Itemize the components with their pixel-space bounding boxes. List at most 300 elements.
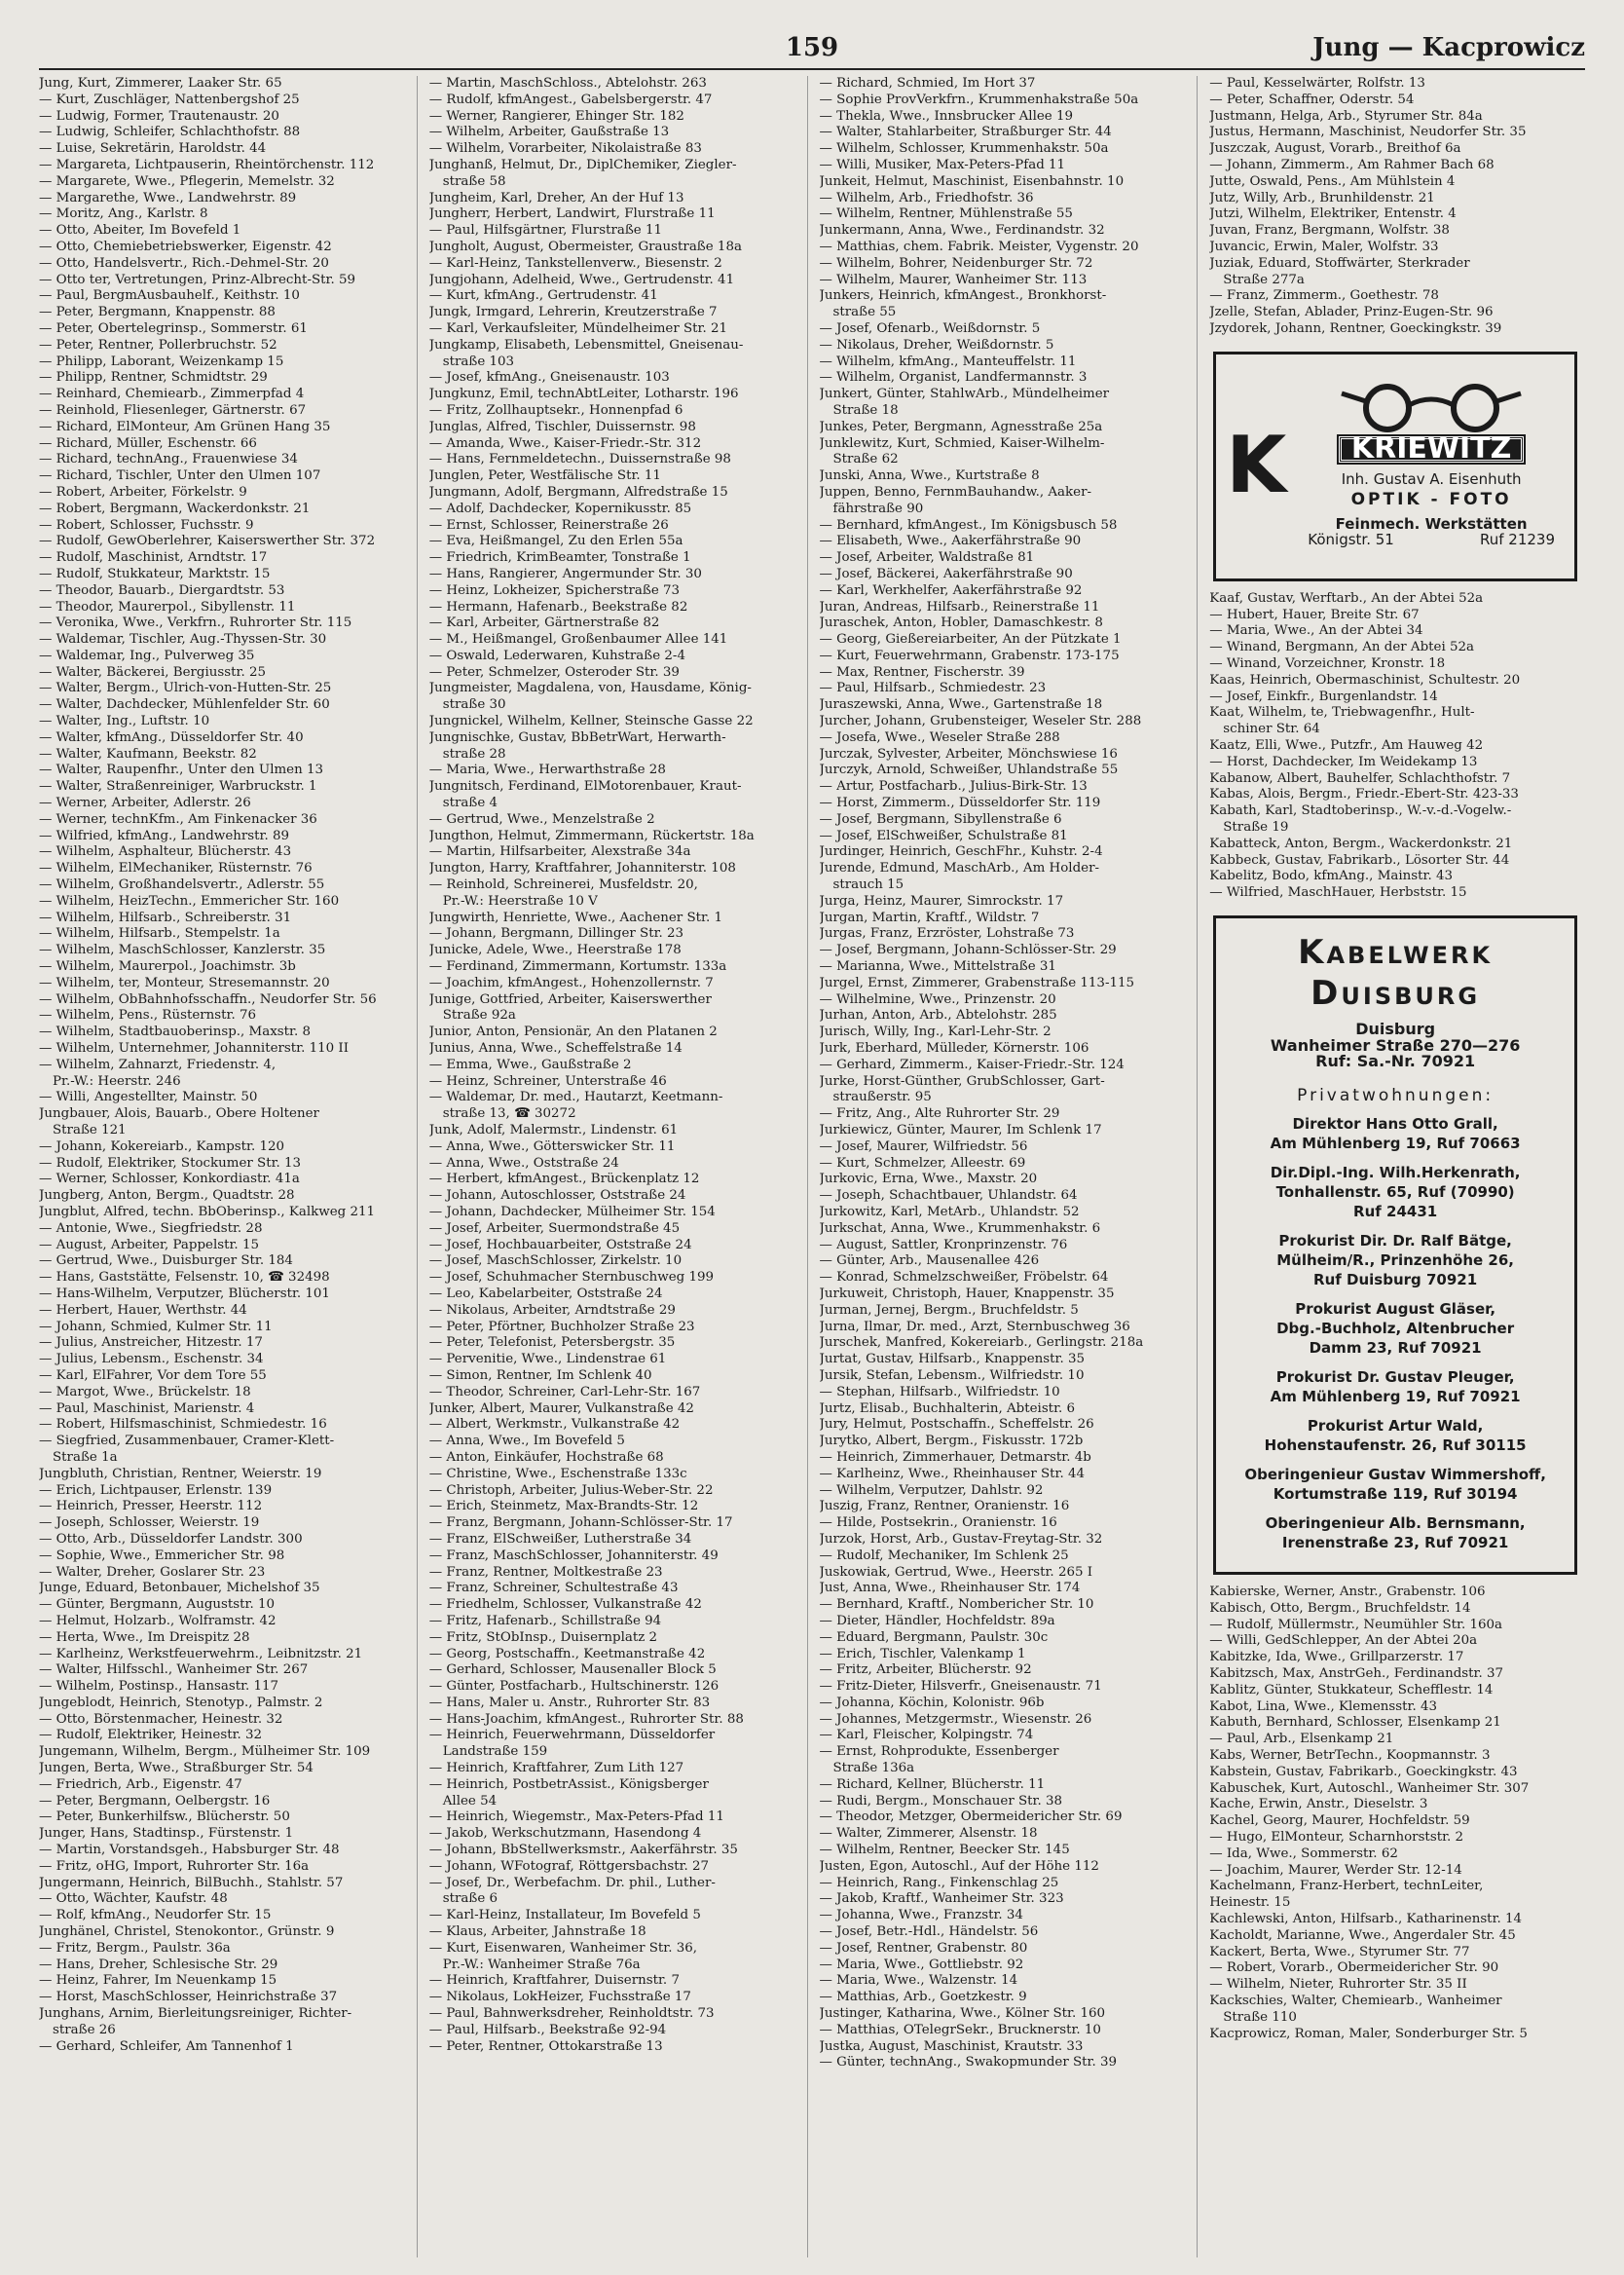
directory-entry: — Hubert, Hauer, Breite Str. 67	[1209, 607, 1420, 622]
directory-entry: Straße 1a	[53, 1449, 118, 1465]
directory-entry: Junkes, Peter, Bergmann, Agnesstraße 25a	[819, 419, 1103, 434]
directory-entry: — Hilde, Postsekrin., Oranienstr. 16	[819, 1515, 1057, 1531]
directory-entry: Jungnischke, Gustav, BbBetrWart, Herwarth-	[428, 729, 726, 745]
directory-entry: — Nikolaus, Dreher, Weißdornstr. 5	[819, 337, 1054, 353]
directory-entry: Kachelmann, Franz-Herbert, technLeiter,	[1209, 1879, 1484, 1894]
directory-entry: Straße 18	[832, 402, 899, 418]
directory-entry: — Günter, Arb., Mausenallee 426	[819, 1253, 1040, 1269]
directory-entry: — Günter, technAng., Swakopmunder Str. 39	[819, 2055, 1118, 2070]
directory-entry: Jungkunz, Emil, technAbtLeiter, Lotharstr. 196	[428, 387, 739, 402]
directory-entry: — Rudolf, kfmAngest., Gabelsbergerstr. 47	[428, 92, 713, 107]
directory-entry: — Waldemar, Tischler, Aug.-Thyssen-Str. 30	[39, 632, 327, 648]
directory-entry: Pr.-W.: Heerstr. 246	[53, 1073, 181, 1089]
directory-entry: — Horst, Zimmerm., Düsseldorfer Str. 119	[819, 796, 1101, 811]
kabelwerk-heading: Privatwohnungen:	[1297, 1086, 1495, 1106]
directory-entry: Jurkschat, Anna, Wwe., Krummenhakstr. 6	[819, 1220, 1101, 1236]
directory-entry: — Wilhelm, ObBahnhofsschaffn., Neudorfer Str. 56	[39, 991, 377, 1007]
directory-entry: Landstraße 159	[442, 1744, 548, 1760]
kabelwerk-person-line: Damm 23, Ruf 70921	[1309, 1339, 1482, 1358]
kabelwerk-person-line: Prokurist Artur Wald,	[1307, 1417, 1484, 1436]
directory-entry: — Nikolaus, Arbeiter, Arndtstraße 29	[428, 1302, 676, 1318]
kabelwerk-person-line: Am Mühlenberg 19, Ruf 70663	[1270, 1135, 1521, 1153]
directory-entry: Jurhan, Anton, Arb., Abtelohstr. 285	[819, 1008, 1057, 1024]
directory-entry: — Robert, Bergmann, Wackerdonkstr. 21	[39, 501, 311, 516]
kabelwerk-person	[1226, 1465, 1565, 1504]
directory-entry: — Eva, Heißmangel, Zu den Erlen 55a	[428, 534, 683, 549]
directory-entry: — Wilhelm, Maurerpol., Joachimstr. 3b	[39, 959, 296, 975]
directory-entry: — Wilhelm, Vorarbeiter, Nikolaistraße 83	[428, 141, 702, 157]
directory-entry: — Heinz, Fahrer, Im Neuenkamp 15	[39, 1973, 277, 1989]
directory-entry: Juziak, Eduard, Stoffwärter, Sterkrader	[1209, 255, 1470, 271]
directory-entry: — Otto, Arb., Düsseldorfer Landstr. 300	[39, 1531, 303, 1547]
eyeglasses-icon	[1334, 384, 1529, 432]
directory-entry: Jurcher, Johann, Grubensteiger, Weseler Str. 288	[819, 714, 1142, 729]
kriewitz-advertisement	[1213, 352, 1577, 581]
directory-entry: Junklewitz, Kurt, Schmied, Kaiser-Wilhelm-	[819, 435, 1105, 451]
directory-entry: — Paul, Arb., Elsenkamp 21	[1209, 1732, 1394, 1747]
directory-entry: — Rudolf, Elektriker, Stockumer Str. 13	[39, 1155, 302, 1171]
directory-entry: Straße 110	[1223, 2009, 1297, 2025]
directory-entry: Heinestr. 15	[1209, 1895, 1291, 1911]
directory-entry: — Karlheinz, Wwe., Rheinhauser Str. 44	[819, 1466, 1086, 1481]
directory-entry: — Karl, Werkhelfer, Aakerfährstraße 92	[819, 582, 1083, 598]
directory-entry: — Hermann, Hafenarb., Beekstraße 82	[428, 599, 688, 615]
directory-entry: Junker, Albert, Maurer, Vulkanstraße 42	[428, 1400, 694, 1416]
directory-entry: Jungbluth, Christian, Rentner, Weierstr. 19	[39, 1466, 322, 1481]
directory-entry: — Maria, Wwe., An der Abtei 34	[1209, 623, 1423, 639]
directory-entry: — Walter, Dreher, Goslarer Str. 23	[39, 1564, 266, 1580]
directory-entry: — Günter, Bergmann, Auguststr. 10	[39, 1597, 275, 1613]
directory-entry: schiner Str. 64	[1223, 722, 1320, 737]
directory-entry: — Kurt, Zuschläger, Nattenbergshof 25	[39, 92, 300, 107]
directory-entry: — Wilhelm, Bohrer, Neidenburger Str. 72	[819, 255, 1093, 271]
directory-entry: — Otto ter, Vertretungen, Prinz-Albrecht-Str. 59	[39, 272, 356, 287]
directory-entry: — Marianna, Wwe., Mittelstraße 31	[819, 959, 1056, 975]
directory-entry: Kabath, Karl, Stadtoberinsp., W.-v.-d.-Vogelw.-	[1209, 803, 1512, 819]
directory-entry: — Paul, Kesselwärter, Rolfstr. 13	[1209, 76, 1425, 91]
directory-entry: — Johann, BbStellwerksmstr., Aakerfährstr. 35	[428, 1843, 738, 1858]
directory-entry: — Paul, Hilfsarb., Schmiedestr. 23	[819, 681, 1047, 696]
directory-entry: — Peter, Pförtner, Buchholzer Straße 23	[428, 1319, 695, 1334]
directory-entry: — Karl, ElFahrer, Vor dem Tore 55	[39, 1367, 267, 1383]
directory-entry: — Josef, Ofenarb., Weißdornstr. 5	[819, 320, 1041, 336]
directory-entry: — Peter, Rentner, Ottokarstraße 13	[428, 2038, 663, 2054]
directory-entry: — Julius, Anstreicher, Hitzestr. 17	[39, 1335, 263, 1351]
directory-entry: — Hans, Gaststätte, Felsenstr. 10, ☎ 32498	[39, 1270, 330, 1286]
directory-entry: Pr.-W.: Wanheimer Straße 76a	[442, 1957, 641, 1972]
directory-column-2	[429, 76, 808, 2257]
directory-entry: — Martin, Vorstandsgeh., Habsburger Str. 48	[39, 1843, 340, 1858]
directory-entry: — Anna, Wwe., Götterswicker Str. 11	[428, 1138, 676, 1154]
directory-entry: — Martin, MaschSchloss., Abtelohstr. 263	[428, 76, 707, 91]
directory-entry: — Joachim, Maurer, Werder Str. 12-14	[1209, 1862, 1462, 1878]
directory-entry: Straße 19	[1223, 819, 1289, 835]
directory-entry: — Wilhelm, Postinsp., Hansastr. 117	[39, 1679, 279, 1695]
directory-entry: Kabuschek, Kurt, Autoschl., Wanheimer Str. 307	[1209, 1780, 1530, 1796]
directory-entry: — Josef, Schuhmacher Sternbuschweg 199	[428, 1270, 715, 1286]
kabelwerk-person-line: Direktor Hans Otto Grall,	[1292, 1115, 1498, 1134]
directory-entry: straße 13, ☎ 30272	[442, 1106, 576, 1122]
directory-entry: — Josef, Einkfr., Burgenlandstr. 14	[1209, 689, 1438, 704]
directory-entry: — Werner, Arbeiter, Adlerstr. 26	[39, 796, 251, 811]
directory-entry: — Theodor, Maurerpol., Sibyllenstr. 11	[39, 599, 296, 615]
kabelwerk-person-line: Ruf 24431	[1353, 1203, 1438, 1221]
directory-entry: Juszczak, August, Vorarb., Breithof 6a	[1209, 141, 1461, 157]
directory-entry: — Erich, Steinmetz, Max-Brandts-Str. 12	[428, 1499, 699, 1514]
kabelwerk-person-line: Mülheim/R., Prinzenhöhe 26,	[1276, 1251, 1514, 1270]
directory-entry: — Bernhard, Kraftf., Nombericher Str. 10	[819, 1597, 1094, 1613]
directory-entry: — Moritz, Ang., Karlstr. 8	[39, 206, 208, 222]
directory-entry: Jursik, Stefan, Lebensm., Wilfriedstr. 10	[819, 1367, 1085, 1383]
directory-entry: — Ferdinand, Zimmermann, Kortumstr. 133a	[428, 959, 727, 975]
directory-entry: — Rudolf, Müllermstr., Neumühler Str. 160a	[1209, 1617, 1503, 1632]
directory-column-3	[820, 76, 1199, 2257]
directory-entry: — Hans-Joachim, kfmAngest., Ruhrorter Str. 88	[428, 1711, 744, 1727]
directory-entry: Junski, Anna, Wwe., Kurtstraße 8	[819, 468, 1040, 484]
directory-entry: — Artur, Postfacharb., Julius-Birk-Str. 13	[819, 779, 1088, 795]
directory-entry: — Franz, Bergmann, Johann-Schlösser-Str. 17	[428, 1515, 733, 1531]
directory-entry: — Fritz, Hafenarb., Schillstraße 94	[428, 1613, 662, 1628]
directory-entry: — Walter, Dachdecker, Mühlenfelder Str. 60	[39, 697, 330, 713]
directory-entry: Kabas, Alois, Bergm., Friedr.-Ebert-Str. 423-33	[1209, 787, 1519, 802]
directory-entry: Kabuth, Bernhard, Schlosser, Elsenkamp 21	[1209, 1715, 1501, 1731]
directory-entry: — Walter, Stahlarbeiter, Straßburger Str. 44	[819, 125, 1112, 140]
directory-entry: — Peter, Bergmann, Oelbergstr. 16	[39, 1793, 271, 1809]
directory-entry: — Hugo, ElMonteur, Scharnhorststr. 2	[1209, 1830, 1464, 1846]
directory-entry: — Josef, Maurer, Wilfriedstr. 56	[819, 1138, 1028, 1154]
directory-entry: — Johann, WFotograf, Röttgersbachstr. 27	[428, 1858, 710, 1874]
directory-entry: — Sophie, Wwe., Emmericher Str. 98	[39, 1548, 285, 1563]
directory-entry: — Walter, Raupenfhr., Unter den Ulmen 13	[39, 763, 324, 778]
directory-entry: — Gertrud, Wwe., Duisburger Str. 184	[39, 1253, 293, 1269]
kabelwerk-person-line: Dir.Dipl.-Ing. Wilh.Herkenrath,	[1270, 1164, 1521, 1182]
directory-entry: — Matthias, Arb., Goetzkestr. 9	[819, 1990, 1027, 2005]
directory-entry: — Werner, technKfm., Am Finkenacker 36	[39, 811, 317, 827]
kabelwerk-person-line: Prokurist Dir. Dr. Ralf Bätge,	[1278, 1232, 1512, 1250]
directory-entry: Jungeblodt, Heinrich, Stenotyp., Palmstr. 2	[39, 1695, 323, 1710]
directory-entry: — Rudolf, Maschinist, Arndtstr. 17	[39, 550, 268, 566]
directory-entry: — Margarete, Wwe., Pflegerin, Memelstr. 32	[39, 173, 335, 189]
directory-entry: Jungholt, August, Obermeister, Graustraße 18a	[428, 239, 742, 254]
directory-entry: — Rolf, kfmAng., Neudorfer Str. 15	[39, 1908, 272, 1923]
directory-entry: — Bernhard, kfmAngest., Im Königsbusch 58	[819, 517, 1118, 533]
directory-entry: — Wilhelm, Großhandelsvertr., Adlerstr. 55	[39, 877, 325, 893]
directory-entry: — Wilhelm, ElMechaniker, Rüsternstr. 76	[39, 861, 313, 876]
directory-entry: — August, Arbeiter, Pappelstr. 15	[39, 1237, 259, 1252]
directory-entry: — Reinhold, Schreinerei, Musfeldstr. 20,	[428, 877, 698, 893]
directory-entry: — Fritz, Zollhauptsekr., Honnenpfad 6	[428, 402, 683, 418]
directory-entry: — Theodor, Bauarb., Diergardtstr. 53	[39, 582, 285, 598]
directory-entry: Junicke, Adele, Wwe., Heerstraße 178	[428, 943, 682, 958]
directory-entry: Kabierske, Werner, Anstr., Grabenstr. 106	[1209, 1585, 1486, 1600]
directory-entry: — Nikolaus, LokHeizer, Fuchsstraße 17	[428, 1990, 691, 2005]
directory-entry: — Walter, Zimmerer, Alsenstr. 18	[819, 1826, 1038, 1842]
directory-entry: Jurgas, Franz, Erzröster, Lohstraße 73	[819, 926, 1075, 942]
directory-entry: — Robert, Arbeiter, Förkelstr. 9	[39, 484, 247, 500]
directory-entry: Junghanß, Helmut, Dr., DiplChemiker, Ziegler-	[428, 157, 737, 172]
directory-entry: — Josef, ElSchweißer, Schulstraße 81	[819, 828, 1068, 843]
directory-entry: Juppen, Benno, FernmBauhandw., Aaker-	[819, 484, 1092, 500]
directory-entry: — Josef, Bergmann, Sibyllenstraße 6	[819, 811, 1062, 827]
directory-entry: — Hans, Maler u. Anstr., Ruhrorter Str. 83	[428, 1695, 711, 1710]
directory-entry: — Wilhelmine, Wwe., Prinzenstr. 20	[819, 991, 1056, 1007]
directory-entry: — Wilhelm, Maurer, Wanheimer Str. 113	[819, 272, 1088, 287]
directory-entry: — Karl, Arbeiter, Gärtnerstraße 82	[428, 615, 660, 631]
directory-entry: — Josef, Arbeiter, Suermondstraße 45	[428, 1220, 681, 1236]
directory-entry: Jurk, Eberhard, Mülleder, Körnerstr. 106	[819, 1041, 1089, 1057]
directory-entry: — Johanna, Köchin, Kolonistr. 96b	[819, 1695, 1045, 1710]
directory-entry: Jurna, Ilmar, Dr. med., Arzt, Sternbuschweg 36	[819, 1319, 1130, 1334]
directory-entry: — Josef, MaschSchlosser, Zirkelstr. 10	[428, 1253, 683, 1269]
directory-entry: straußerstr. 95	[832, 1090, 932, 1105]
directory-entry: Jutz, Willy, Arb., Brunhildenstr. 21	[1209, 190, 1435, 205]
directory-entry: Jurkiewicz, Günter, Maurer, Im Schlenk 17	[819, 1123, 1102, 1138]
directory-entry: — Siegfried, Zusammenbauer, Cramer-Klett-	[39, 1434, 335, 1449]
directory-entry: Junkermann, Anna, Wwe., Ferdinandstr. 32	[819, 223, 1105, 239]
directory-entry: Jurkuweit, Christoph, Hauer, Knappenstr. 35	[819, 1286, 1115, 1301]
directory-entry: Kache, Erwin, Anstr., Dieselstr. 3	[1209, 1797, 1428, 1812]
directory-entry: — Amanda, Wwe., Kaiser-Friedr.-Str. 312	[428, 435, 702, 451]
directory-entry: straße 55	[832, 305, 897, 320]
directory-entry: Jurtz, Elisab., Buchhalterin, Abteistr. 6	[819, 1400, 1076, 1416]
entries-block-top	[1209, 76, 1581, 338]
directory-entry: — Wilhelm, Organist, Landfermannstr. 3	[819, 370, 1088, 386]
directory-entry: Junge, Eduard, Betonbauer, Michelshof 35	[39, 1581, 320, 1596]
directory-entry: — Walter, Kaufmann, Beekstr. 82	[39, 746, 257, 762]
directory-entry: Junglas, Alfred, Tischler, Duissernstr. 98	[428, 419, 696, 434]
directory-entry: — Klaus, Arbeiter, Jahnstraße 18	[428, 1924, 646, 1940]
directory-entry: — Willi, GedSchlepper, An der Abtei 20a	[1209, 1633, 1478, 1649]
directory-entry: Kachel, Georg, Maurer, Hochfeldstr. 59	[1209, 1813, 1470, 1829]
directory-entry: straße 26	[53, 2022, 116, 2037]
directory-entry: — Karl-Heinz, Tankstellenverw., Biesenstr. 2	[428, 255, 722, 271]
directory-entry: — Jakob, Kraftf., Wanheimer Str. 323	[819, 1891, 1064, 1907]
kabelwerk-person-line: Prokurist Dr. Gustav Pleuger,	[1275, 1368, 1515, 1387]
directory-entry: — Maria, Wwe., Walzenstr. 14	[819, 1973, 1018, 1989]
directory-entry: Junghänel, Christel, Stenokontor., Grünstr. 9	[39, 1924, 335, 1940]
directory-entry: Straße 92a	[442, 1008, 516, 1024]
directory-entry: — Josef, Dr., Werbefachm. Dr. phil., Luther-	[428, 1875, 716, 1890]
directory-entry: — Willi, Musiker, Max-Peters-Pfad 11	[819, 157, 1066, 172]
kriewitz-brand: KRIEWITZ	[1339, 436, 1524, 463]
kabelwerk-person	[1226, 1367, 1565, 1406]
directory-entry: straße 6	[442, 1891, 498, 1907]
directory-entry: — Theodor, Metzger, Obermeidericher Str. 69	[819, 1809, 1123, 1825]
directory-entry: — Veronika, Wwe., Verkfrn., Ruhrorter Str. 115	[39, 615, 352, 631]
directory-entry: — Gerhard, Zimmerm., Kaiser-Friedr.-Str. 124	[819, 1057, 1125, 1072]
directory-entry: — Heinrich, Kraftfahrer, Duisernstr. 7	[428, 1973, 680, 1989]
directory-entry: — Robert, Schlosser, Fuchsstr. 9	[39, 517, 254, 533]
kabelwerk-person	[1226, 1416, 1565, 1455]
directory-entry: Jungmann, Adolf, Bergmann, Alfredstraße 15	[428, 484, 728, 500]
directory-entry: Jurgel, Ernst, Zimmerer, Grabenstraße 113-115	[819, 975, 1135, 990]
directory-entry: — Peter, Rentner, Pollerbruchstr. 52	[39, 337, 277, 353]
directory-entry: — Werner, Rangierer, Ehinger Str. 182	[428, 108, 684, 124]
directory-entry: Justinger, Katharina, Wwe., Kölner Str. 160	[819, 2006, 1106, 2022]
directory-entry: Juszig, Franz, Rentner, Oranienstr. 16	[819, 1499, 1070, 1514]
directory-entry: Allee 54	[442, 1793, 498, 1809]
directory-entry: — Josef, Rentner, Grabenstr. 80	[819, 1940, 1028, 1956]
directory-entry: — Kurt, kfmAng., Gertrudenstr. 41	[428, 288, 658, 304]
directory-entry: — Fritz, Ang., Alte Ruhrorter Str. 29	[819, 1106, 1060, 1122]
directory-entry: Junkeit, Helmut, Maschinist, Eisenbahnstr. 10	[819, 173, 1125, 189]
ad-address: Königstr. 51	[1308, 531, 1394, 549]
directory-entry: — Gertrud, Wwe., Menzelstraße 2	[428, 811, 655, 827]
directory-entry: — Walter, Straßenreiniger, Warbruckstr. 1	[39, 779, 317, 795]
directory-entry: — Martin, Hilfsarbeiter, Alexstraße 34a	[428, 844, 691, 860]
directory-entry: — Konrad, Schmelzschweißer, Fröbelstr. 64	[819, 1270, 1109, 1286]
directory-column-4	[1209, 76, 1587, 2257]
directory-entry: — Willi, Angestellter, Mainstr. 50	[39, 1090, 258, 1105]
directory-entry: — Wilfried, kfmAng., Landwehrstr. 89	[39, 828, 290, 843]
directory-entry: — Margarethe, Wwe., Landwehrstr. 89	[39, 190, 297, 205]
directory-entry: — Waldemar, Ing., Pulverweg 35	[39, 648, 255, 663]
directory-entry: Jung, Kurt, Zimmerer, Laaker Str. 65	[39, 76, 282, 91]
directory-entry: — Wilhelm, Hilfsarb., Stempelstr. 1a	[39, 926, 280, 942]
kabelwerk-person-line: Am Mühlenberg 19, Ruf 70921	[1270, 1388, 1521, 1406]
directory-entry: Jungnitsch, Ferdinand, ElMotorenbauer, Kraut-	[428, 779, 742, 795]
directory-entry: — Fritz, StObInsp., Duisernplatz 2	[428, 1629, 658, 1645]
directory-entry: — Stephan, Hilfsarb., Wilfriedstr. 10	[819, 1384, 1060, 1399]
directory-entry: Pr.-W.: Heerstraße 10 V	[442, 893, 598, 909]
directory-entry: Jungkamp, Elisabeth, Lebensmittel, Gneisenau-	[428, 337, 744, 353]
directory-entry: — Josef, kfmAng., Gneisenaustr. 103	[428, 370, 670, 386]
directory-entry: — Horst, MaschSchlosser, Heinrichstraße 37	[39, 1990, 338, 2005]
header-rule	[39, 68, 1585, 70]
directory-entry: — Peter, Telefonist, Petersbergstr. 35	[428, 1335, 676, 1351]
directory-entry: — Otto, Chemiebetriebswerker, Eigenstr. 42	[39, 239, 332, 254]
directory-entry: — Eduard, Bergmann, Paulstr. 30c	[819, 1629, 1049, 1645]
directory-entry: Straße 62	[832, 452, 899, 467]
ad-owner: Inh. Gustav A. Eisenhuth	[1341, 470, 1522, 489]
directory-entry: — Hans, Rangierer, Angermunder Str. 30	[428, 566, 702, 581]
directory-entry: — Rudolf, Stukkateur, Marktstr. 15	[39, 566, 271, 581]
directory-entry: Jungthon, Helmut, Zimmermann, Rückertstr. 18a	[428, 828, 755, 843]
directory-entry: — Richard, Schmied, Im Hort 37	[819, 76, 1036, 91]
kabelwerk-phone: Ruf: Sa.-Nr. 70921	[1315, 1052, 1476, 1071]
directory-entry: Jurczak, Sylvester, Arbeiter, Mönchswiese 16	[819, 746, 1118, 762]
directory-entry: Kaas, Heinrich, Obermaschinist, Schultestr. 20	[1209, 672, 1521, 688]
directory-entry: — Karl, Verkaufsleiter, Mündelheimer Str. 21	[428, 320, 728, 336]
directory-entry: — Heinrich, Zimmerhauer, Detmarstr. 4b	[819, 1449, 1091, 1465]
directory-entry: Jurzok, Horst, Arb., Gustav-Freytag-Str. 32	[819, 1531, 1103, 1547]
directory-entry: — Ludwig, Former, Trautenaustr. 20	[39, 108, 279, 124]
directory-entry: Jungjohann, Adelheid, Wwe., Gertrudenstr. 41	[428, 272, 735, 287]
directory-entry: — Friedrich, Arb., Eigenstr. 47	[39, 1776, 242, 1792]
directory-entry: — Walter, kfmAng., Düsseldorfer Str. 40	[39, 729, 304, 745]
directory-entry: Justka, August, Maschinist, Krautstr. 33	[819, 2038, 1084, 2054]
directory-entry: — Wilhelm, Stadtbauoberinsp., Maxstr. 8	[39, 1025, 311, 1040]
kabelwerk-person	[1226, 1114, 1565, 1153]
directory-entry: Junkert, Günter, StahlwArb., Mündelheimer	[819, 387, 1110, 402]
directory-entry: — Ernst, Schlosser, Reinerstraße 26	[428, 517, 669, 533]
directory-entry: Kabelitz, Bodo, kfmAng., Mainstr. 43	[1209, 869, 1454, 884]
directory-entry: — Erich, Tischler, Valenkamp 1	[819, 1646, 1026, 1661]
kabelwerk-person-line: Irenenstraße 23, Ruf 70921	[1281, 1534, 1509, 1552]
directory-entry: — Karl-Heinz, Installateur, Im Bovefeld 5	[428, 1908, 701, 1923]
directory-entry: straße 103	[442, 354, 515, 369]
directory-entry: Jurdinger, Heinrich, GeschFhr., Kuhstr. 2-4	[819, 844, 1103, 860]
directory-entry: — Wilhelm, Asphalteur, Blücherstr. 43	[39, 844, 292, 860]
kabelwerk-city: Duisburg	[1355, 1019, 1436, 1038]
directory-entry: Jzydorek, Johann, Rentner, Goeckingkstr. 39	[1209, 320, 1502, 336]
directory-entry: Jungen, Berta, Wwe., Straßburger Str. 54	[39, 1761, 314, 1776]
directory-entry: Jungberg, Anton, Bergm., Quadtstr. 28	[39, 1188, 295, 1204]
directory-entry: Jurke, Horst-Günther, GrubSchlosser, Gart-	[819, 1073, 1105, 1089]
directory-entry: Jungbauer, Alois, Bauarb., Obere Holtener	[39, 1106, 319, 1122]
directory-entry: Kaaf, Gustav, Werftarb., An der Abtei 52a	[1209, 590, 1484, 606]
ad-initial-letter: K	[1226, 420, 1287, 511]
directory-entry: — Sophie ProvVerkfrn., Krummenhakstraße 50a	[819, 92, 1139, 107]
directory-entry: Juskowiak, Gertrud, Wwe., Heerstr. 265 I	[819, 1564, 1093, 1580]
directory-entry: — Margot, Wwe., Brückelstr. 18	[39, 1384, 251, 1399]
directory-entry: — Christine, Wwe., Eschenstraße 133c	[428, 1466, 687, 1481]
directory-entry: — Gerhard, Schlosser, Mausenaller Block 5	[428, 1662, 717, 1678]
directory-entry: Kabs, Werner, BetrTechn., Koopmannstr. 3	[1209, 1748, 1491, 1764]
page-number: 159	[785, 33, 839, 62]
kabelwerk-person-line: Prokurist August Gläser,	[1295, 1300, 1496, 1319]
directory-entry: Jungk, Irmgard, Lehrerin, Kreutzerstraße 7	[428, 305, 718, 320]
directory-entry: Jzelle, Stefan, Ablader, Prinz-Eugen-Str. 96	[1209, 305, 1494, 320]
directory-entry: — Elisabeth, Wwe., Aakerfährstraße 90	[819, 534, 1082, 549]
directory-entry: — Gerhard, Schleifer, Am Tannenhof 1	[39, 2038, 294, 2054]
ad-phone: Ruf 21239	[1479, 531, 1555, 549]
directory-entry: — Wilhelm, Unternehmer, Johanniterstr. 110 II	[39, 1041, 349, 1057]
directory-entry: — Simon, Rentner, Im Schlenk 40	[428, 1367, 652, 1383]
directory-entry: — Johannes, Metzgermstr., Wiesenstr. 26	[819, 1711, 1092, 1727]
directory-entry: — Josef, Bäckerei, Aakerfährstraße 90	[819, 566, 1073, 581]
directory-entry: — Karlheinz, Werkstfeuerwehrm., Leibnitzstr. 21	[39, 1646, 363, 1661]
directory-entry: — Johann, Schmied, Kulmer Str. 11	[39, 1319, 273, 1334]
directory-entry: Juvan, Franz, Bergmann, Wolfstr. 38	[1209, 223, 1450, 239]
directory-entry: — Wilhelm, Rentner, Beecker Str. 145	[819, 1843, 1070, 1858]
directory-entry: straße 4	[442, 796, 498, 811]
directory-entry: Jutzi, Wilhelm, Elektriker, Entenstr. 4	[1209, 206, 1457, 222]
directory-entry: Juvancic, Erwin, Maler, Wolfstr. 33	[1209, 239, 1439, 254]
directory-entry: — Karl, Fleischer, Kolpingstr. 74	[819, 1728, 1034, 1743]
directory-entry: — Peter, Schaffner, Oderstr. 54	[1209, 92, 1415, 107]
directory-entry: Kackert, Berta, Wwe., Styrumer Str. 77	[1209, 1944, 1470, 1959]
directory-entry: — Heinrich, Rang., Finkenschlag 25	[819, 1875, 1059, 1890]
directory-entry: — Oswald, Lederwaren, Kuhstraße 2-4	[428, 648, 685, 663]
directory-entry: — Philipp, Laborant, Weizenkamp 15	[39, 354, 284, 369]
directory-entry: — Herbert, kfmAngest., Brückenplatz 12	[428, 1172, 700, 1187]
directory-column-1	[39, 76, 418, 2257]
directory-entry: — Johanna, Wwe., Franzstr. 34	[819, 1908, 1023, 1923]
directory-entry: — Anna, Wwe., Oststraße 24	[428, 1155, 619, 1171]
directory-entry: — Johann, Bergmann, Dillinger Str. 23	[428, 926, 684, 942]
directory-entry: Straße 136a	[832, 1761, 915, 1776]
directory-entry: — Franz, Zimmerm., Goethestr. 78	[1209, 288, 1439, 304]
directory-entry: — Heinrich, Feuerwehrmann, Düsseldorfer	[428, 1728, 716, 1743]
directory-entry: — Peter, Bergmann, Knappenstr. 88	[39, 305, 276, 320]
directory-entry: — Johann, Kokereiarb., Kampstr. 120	[39, 1138, 285, 1154]
ad-trade: OPTIK - FOTO	[1350, 489, 1512, 509]
directory-entry: — Josefa, Wwe., Weseler Straße 288	[819, 729, 1060, 745]
directory-entry: Jungheim, Karl, Dreher, An der Huf 13	[428, 190, 684, 205]
directory-entry: Jurgan, Martin, Kraftf., Wildstr. 7	[819, 910, 1040, 925]
directory-entry: — Fritz, Bergm., Paulstr. 36a	[39, 1940, 231, 1956]
directory-entry: Straße 121	[53, 1123, 127, 1138]
kabelwerk-name-line-1: Kabelwerk	[1298, 932, 1494, 972]
directory-entry: Kaat, Wilhelm, te, Triebwagenfhr., Hult-	[1209, 705, 1475, 721]
directory-entry: — Ernst, Rohprodukte, Essenberger	[819, 1744, 1059, 1760]
directory-entry: — Herbert, Hauer, Werthstr. 44	[39, 1302, 247, 1318]
kabelwerk-person-line: Tonhallenstr. 65, Ruf (70990)	[1275, 1183, 1515, 1202]
directory-entry: — Wilhelm, HeizTechn., Emmericher Str. 160	[39, 893, 340, 909]
directory-entry: — Pervenitie, Wwe., Lindenstrae 61	[428, 1352, 667, 1367]
directory-entry: — Wilhelm, Nieter, Ruhrorter Str. 35 II	[1209, 1977, 1467, 1993]
